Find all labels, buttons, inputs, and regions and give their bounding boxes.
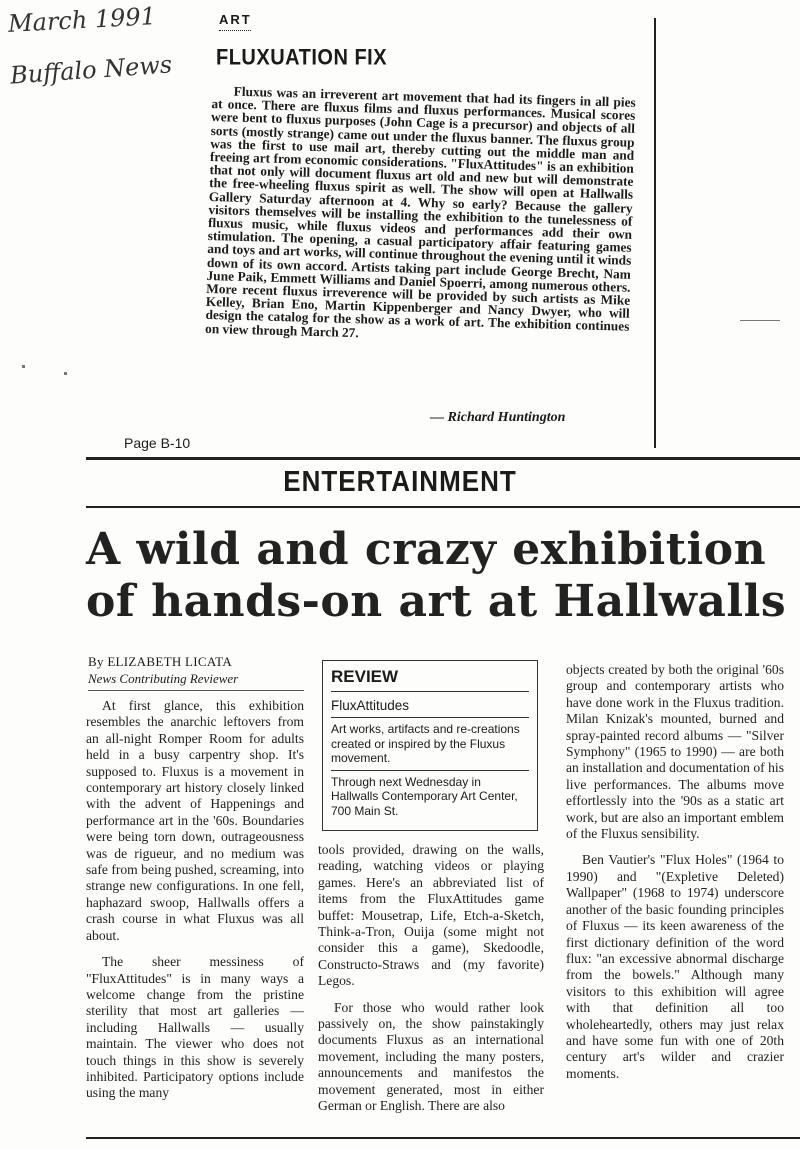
paragraph: tools provided, drawing on the walls, reading, watching videos or playing games. Here's an abbreviated list of items from the FluxAttitudes game buffet: Mousetrap, Life, Etch-a-Sketch, Think-a-Tron, Ouija (some might not consider this a game), Skedoodle, Constructo-Straws and (my favorite) Legos. xyxy=(318,842,544,989)
handwritten-date: March 1991 xyxy=(7,2,157,38)
kicker-underline xyxy=(219,30,251,31)
article-byline: — Richard Huntington xyxy=(430,410,566,425)
headline-line: A wild and crazy exhibition xyxy=(86,524,767,575)
top-rule xyxy=(86,457,800,460)
paragraph: objects created by both the original '60s group and contemporary artists who have done work in the Fluxus tradition. Milan Knizak's mounted, burned and spray-painted record albums — "Silver Symphony" (1965 to 1990) — are both an installation and documentation of his live performances. The albums move effortlessly into the '90s as a static art work, but are also an important emblem of the Fluxus sensibility. xyxy=(566,662,784,842)
review-box xyxy=(322,660,538,831)
article-column-1 xyxy=(86,698,304,1102)
article-body: Fluxus was an irreverent art movement that had its fingers in all pies at once. There are fluxus films and fluxus performances. Musical scores were bent to fluxus purposes (John Cage is a precursor) and objects of all sorts (mostly strange) came out under the fluxus banner. The fluxus group was the first to use mail art, thereby cutting out the middle man and freeing art from economic considerations. "FluxAttitudes" is an exhibition that not only will document fluxus art old and new but will demonstrate the free-wheeling fluxus spirit as well. The show will open at Hallwalls Gallery Saturday afternoon at 4. Why so early? Because the gallery visitors themselves will be installing the exhibition to the tunelessness of fluxus music, while fluxus videos and performances add their own stimulation. The opening, a casual participatory affair featuring games and toys and art works, will continue throughout the evening until it winds down of its own accord. Artists taking part include George Brecht, Nam June Paik, Emmett Williams and Daniel Spoerri, among numerous others. More recent fluxus irreverence will be provided by such artists as Mike Kelley, Brian Eno, Martin Kippenberger and Nancy Dwyer, who will design the catalog for the show as a work of art. The exhibition continues on view through March 27. xyxy=(204,83,636,340)
review-description: Art works, artifacts and re-creations created or inspired by the Fluxus movement. xyxy=(331,722,520,765)
bottom-rule xyxy=(86,1137,800,1139)
paragraph: The sheer messiness of "FluxAttitudes" is in many ways a welcome change from the pristine sterility that most art galleries — including Hallwalls — usually maintain. The viewer who does not touch things in this show is severely inhibited. Participatory options include using the many xyxy=(86,954,304,1101)
fluxuation-fix-clipping xyxy=(0,0,800,450)
scan-speck xyxy=(64,372,67,375)
headline-line: of hands-on art at Hallwalls xyxy=(86,576,787,627)
paragraph: For those who would rather look passively on, the show painstakingly documents Fluxus as an international movement, including the many posters, announcements and manifestos the movement generated, most in either German or English. There are also xyxy=(318,999,544,1114)
review-dates-location: Through next Wednesday in Hallwalls Contemporary Art Center, 700 Main St. xyxy=(331,774,518,818)
article-kicker: ART xyxy=(219,12,252,27)
article-column-3 xyxy=(566,662,784,1082)
column-rule xyxy=(654,18,656,448)
handwritten-newspaper-name: Buffalo News xyxy=(9,50,174,90)
article-column-2 xyxy=(318,842,544,1115)
review-divider xyxy=(331,691,529,692)
scan-speck xyxy=(740,320,780,321)
scan-speck xyxy=(22,365,25,368)
review-divider xyxy=(331,717,529,718)
article-headline: FLUXUATION FIX xyxy=(216,46,388,71)
byline-rule xyxy=(88,690,304,691)
review-show-name: FluxAttitudes xyxy=(331,698,410,713)
paragraph: Ben Vautier's "Flux Holes" (1964 to 1990) and "(Expletive Deleted) Wallpaper" (1968 to 1974) underscore another of the basic founding principles of Fluxus — its keen awareness of the first dictionary definition of the word flux: "an excessive abnormal discharge from the bowels." Although many visitors to this exhibition will agree with that definition all too wholeheartedly, others may just relax and have some fun with one of 20th century art's wilder and crazier moments. xyxy=(566,852,784,1081)
section-rule xyxy=(86,506,800,508)
review-divider xyxy=(331,770,529,771)
review-title: REVIEW xyxy=(331,667,399,686)
byline: By ELIZABETH LICATA xyxy=(88,654,233,669)
main-headline xyxy=(86,524,800,628)
section-header: ENTERTAINMENT xyxy=(283,464,517,498)
page-number-label: Page B-10 xyxy=(124,435,191,451)
hallwalls-review-clipping xyxy=(0,452,800,1149)
paragraph: At first glance, this exhibition resembles the anarchic leftovers from an all-night Romper Room for adults held in a busy carpentry shop. It's supposed to. Fluxus is a movement in contemporary art history closely linked with the advent of Happenings and performance art in the '60s. Boundaries were being torn down, outrageousness was de rigueur, and no medium was safe from being pushed, screaming, into strange new configurations. In one fell, haphazard swoop, Hallwalls offers a crash course in what Fluxus was all about. xyxy=(86,698,304,943)
byline-role: News Contributing Reviewer xyxy=(88,671,239,686)
